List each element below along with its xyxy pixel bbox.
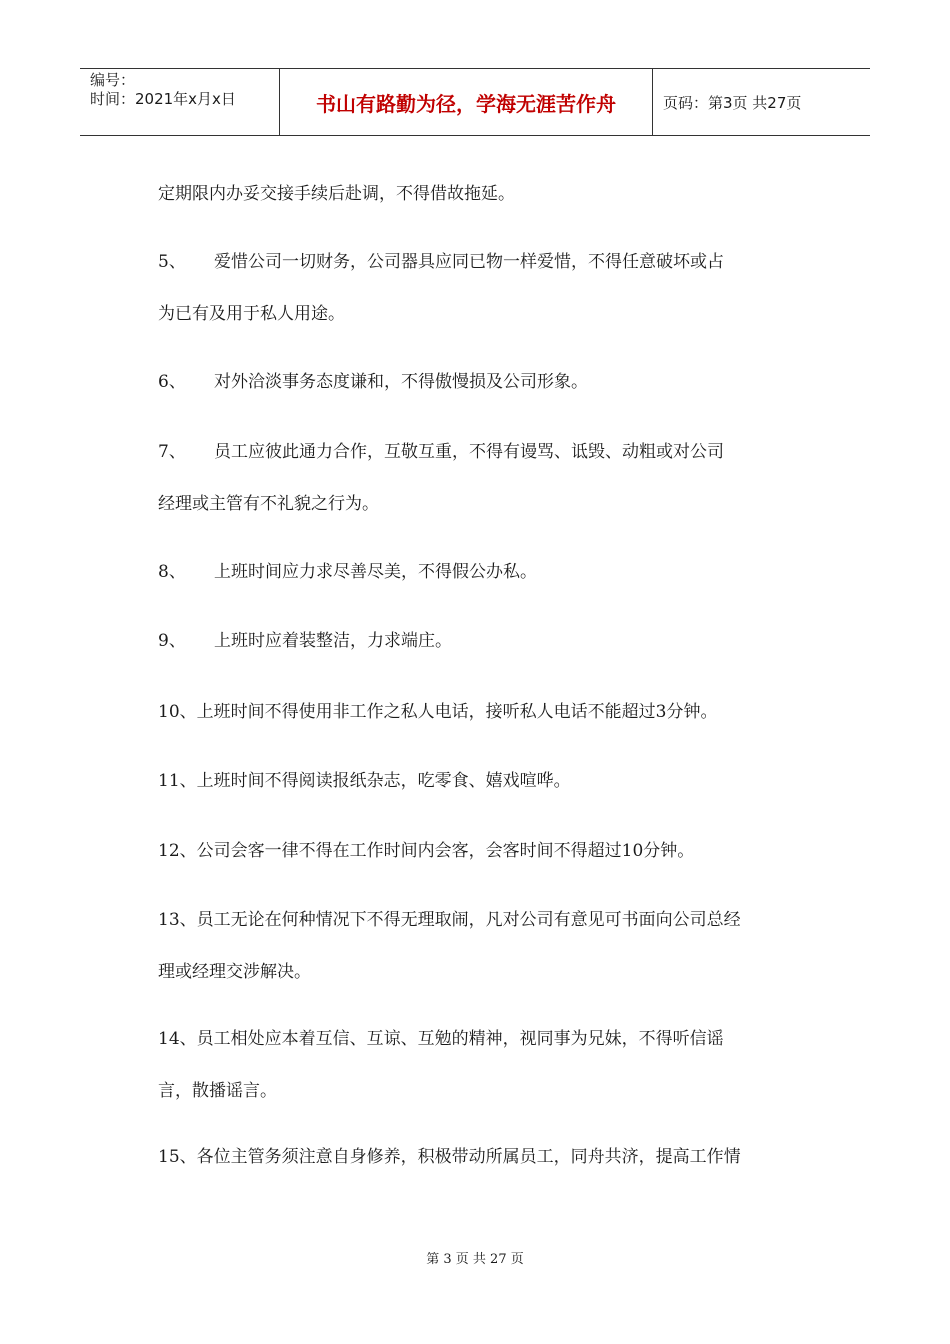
paragraph-line: 言，散播谣言。	[158, 1081, 277, 1101]
page-footer: 第 3 页 共 27 页	[426, 1252, 524, 1267]
rule-item-14	[158, 1013, 798, 1117]
page-header	[80, 68, 870, 136]
rule-item-12	[158, 825, 798, 877]
item-number: 7、	[158, 442, 186, 462]
paragraph-line: 员工无论在何种情况下不得无理取闹，凡对公司有意见可书面向公司总经	[196, 910, 741, 930]
paragraph-line: 上班时间应力求尽善尽美，不得假公办私。	[214, 562, 537, 582]
paragraph-line: 为已有及用于私人用途。	[158, 304, 345, 324]
item-number: 15、	[158, 1147, 197, 1167]
paragraph-line: 员工应彼此通力合作，互敬互重，不得有谩骂、诋毁、动粗或对公司	[214, 442, 724, 462]
item-number: 10、	[158, 702, 197, 722]
item-number: 8、	[158, 562, 186, 582]
header-meta	[80, 69, 280, 135]
item-number: 6、	[158, 372, 186, 392]
paragraph-line: 经理或主管有不礼貌之行为。	[158, 494, 379, 514]
item-number: 11、	[158, 771, 197, 791]
paragraph-line: 上班时间不得阅读报纸杂志，吃零食、嬉戏喧哗。	[196, 771, 571, 791]
rule-item-13	[158, 894, 798, 998]
rule-item-15	[158, 1131, 798, 1183]
header-motto: 书山有路勤为径，学海无涯苦作舟	[280, 69, 653, 135]
rule-item-5	[158, 236, 798, 340]
paragraph-line: 各位主管务须注意自身修养，积极带动所属员工，同舟共济，提高工作情	[196, 1147, 741, 1167]
rule-item-9	[158, 615, 798, 667]
paragraph-line: 爱惜公司一切财务，公司器具应同已物一样爱惜，不得任意破坏或占	[214, 252, 724, 272]
rule-item-10	[158, 686, 798, 738]
document-date: 时间：2021年x月x日	[90, 90, 236, 108]
rule-item-6	[158, 356, 798, 408]
item-number: 12、	[158, 841, 197, 861]
paragraph-line: 对外洽淡事务态度谦和，不得傲慢损及公司形象。	[214, 372, 588, 392]
rule-item-7	[158, 426, 798, 530]
header-page-info: 页码：第3页 共27页	[663, 93, 802, 112]
item-number: 5、	[158, 252, 186, 272]
rule-item-11	[158, 755, 798, 807]
rule-item-8	[158, 546, 798, 598]
paragraph-line: 公司会客一律不得在工作时间内会客，会客时间不得超过10分钟。	[196, 841, 695, 861]
paragraph-line: 上班时应着装整洁，力求端庄。	[214, 631, 452, 651]
paragraph-line: 定期限内办妥交接手续后赴调，不得借故拖延。	[158, 184, 515, 204]
item-number: 14、	[158, 1029, 197, 1049]
paragraph-line: 理或经理交涉解决。	[158, 962, 311, 982]
paragraph-continued	[158, 168, 798, 220]
document-number-label: 编号：	[90, 71, 136, 89]
item-number: 13、	[158, 910, 197, 930]
item-number: 9、	[158, 631, 186, 651]
paragraph-line: 员工相处应本着互信、互谅、互勉的精神，视同事为兄妹，不得听信谣	[196, 1029, 724, 1049]
paragraph-line: 上班时间不得使用非工作之私人电话，接听私人电话不能超过3分钟。	[196, 702, 718, 722]
